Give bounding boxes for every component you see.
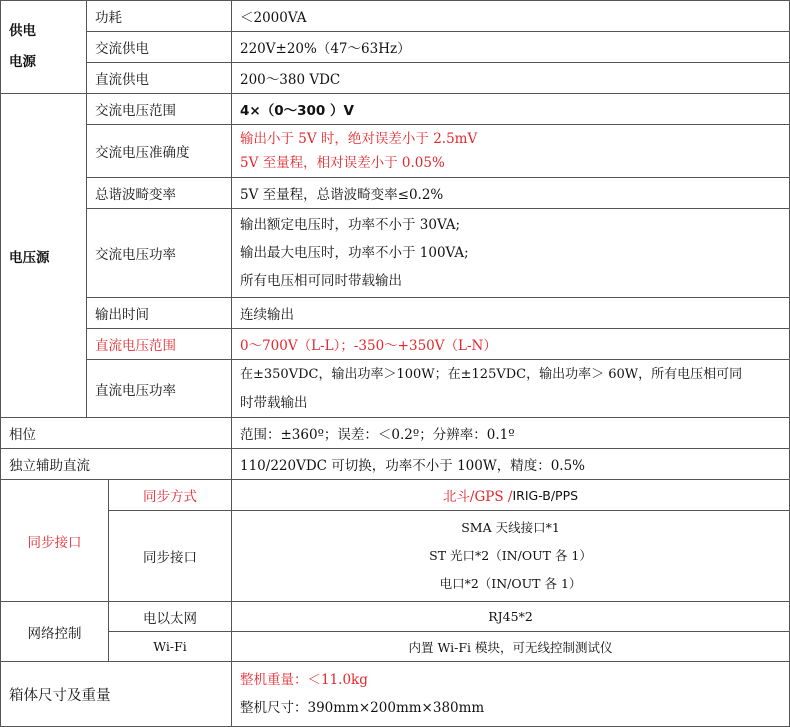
power-value-1: 220V±20%（47～63Hz） (231, 31, 790, 63)
dc-power-line2: 时带载输出 (240, 394, 308, 411)
power-label-2: 直流供电 (86, 62, 232, 94)
ac-accuracy-line1: 输出小于 5V 时，绝对误差小于 2.5mV (240, 131, 478, 147)
ethernet-value: RJ45*2 (231, 601, 790, 632)
sync-interface-label: 同步接口 (108, 510, 232, 602)
sync-method-label: 同步方式 (108, 479, 232, 511)
ac-accuracy-label: 交流电压准确度 (86, 124, 232, 178)
dc-power-value (231, 359, 790, 418)
ac-power-line2: 输出最大电压时，功率不小于 100VA; (240, 245, 469, 261)
thd-value: 5V 至量程，总谐波畸变率≤0.2% (231, 177, 790, 209)
ac-power-line1: 输出额定电压时，功率不小于 30VA; (240, 217, 461, 233)
power-category-cell (0, 0, 87, 94)
sync-interface-line3: 电口*2（IN/OUT 各 1） (439, 576, 582, 591)
dc-range-value: 0～700V（L-L）；-350～+350V（L-N） (231, 328, 790, 360)
dc-range-label: 直流电压范围 (86, 328, 232, 360)
power-value-0: ＜2000VA (231, 0, 790, 32)
power-category-line1: 供电 (9, 23, 36, 39)
phase-value: 范围：±360º；误差：＜0.2º；分辨率：0.1º (231, 417, 790, 449)
sync-interface-value (231, 510, 790, 602)
power-value-2: 200～380 VDC (231, 62, 790, 94)
power-label-0: 功耗 (86, 0, 232, 32)
chassis-value (231, 661, 790, 727)
output-time-value: 连续输出 (231, 297, 790, 329)
power-label-1: 交流供电 (86, 31, 232, 63)
chassis-label: 箱体尺寸及重量 (0, 661, 232, 727)
voltage-category-cell: 电压源 (0, 93, 87, 418)
sync-method-value (231, 479, 790, 511)
dc-power-label: 直流电压功率 (86, 359, 232, 418)
dc-power-line1: 在±350VDC，输出功率＞100W；在±125VDC，输出功率＞ 60W，所有电压相可同 (240, 366, 743, 382)
sync-method-black: IRIG-B/PPS (512, 487, 579, 503)
aux-dc-label: 独立辅助直流 (0, 448, 232, 480)
aux-dc-value: 110/220VDC 可切换，功率不小于 100W，精度：0.5% (231, 448, 790, 480)
sync-category-cell: 同步接口 (0, 479, 109, 602)
ac-accuracy-value (231, 124, 790, 178)
wifi-label: Wi-Fi (108, 631, 232, 662)
thd-label: 总谐波畸变率 (86, 177, 232, 209)
chassis-size: 整机尺寸：390mm×200mm×380mm (240, 700, 485, 716)
ac-range-label: 交流电压范围 (86, 93, 232, 125)
ethernet-label: 电以太网 (108, 601, 232, 632)
phase-label: 相位 (0, 417, 232, 449)
sync-interface-line2: ST 光口*2（IN/OUT 各 1） (429, 548, 592, 563)
network-category-cell: 网络控制 (0, 601, 109, 662)
chassis-weight: 整机重量：＜11.0kg (240, 672, 368, 688)
ac-power-label: 交流电压功率 (86, 208, 232, 298)
output-time-label: 输出时间 (86, 297, 232, 329)
ac-power-value (231, 208, 790, 298)
sync-interface-line1: SMA 天线接口*1 (461, 520, 560, 535)
wifi-value: 内置 Wi-Fi 模块，可无线控制测试仪 (231, 631, 790, 662)
sync-method-red: 北斗/GPS / (442, 489, 513, 505)
ac-accuracy-line2: 5V 至量程，相对误差小于 0.05% (240, 155, 445, 171)
ac-range-value: 4×（0～300 ）V (231, 93, 790, 125)
power-category-line2: 电源 (9, 54, 36, 70)
ac-power-line3: 所有电压相可同时带载输出 (240, 273, 402, 289)
